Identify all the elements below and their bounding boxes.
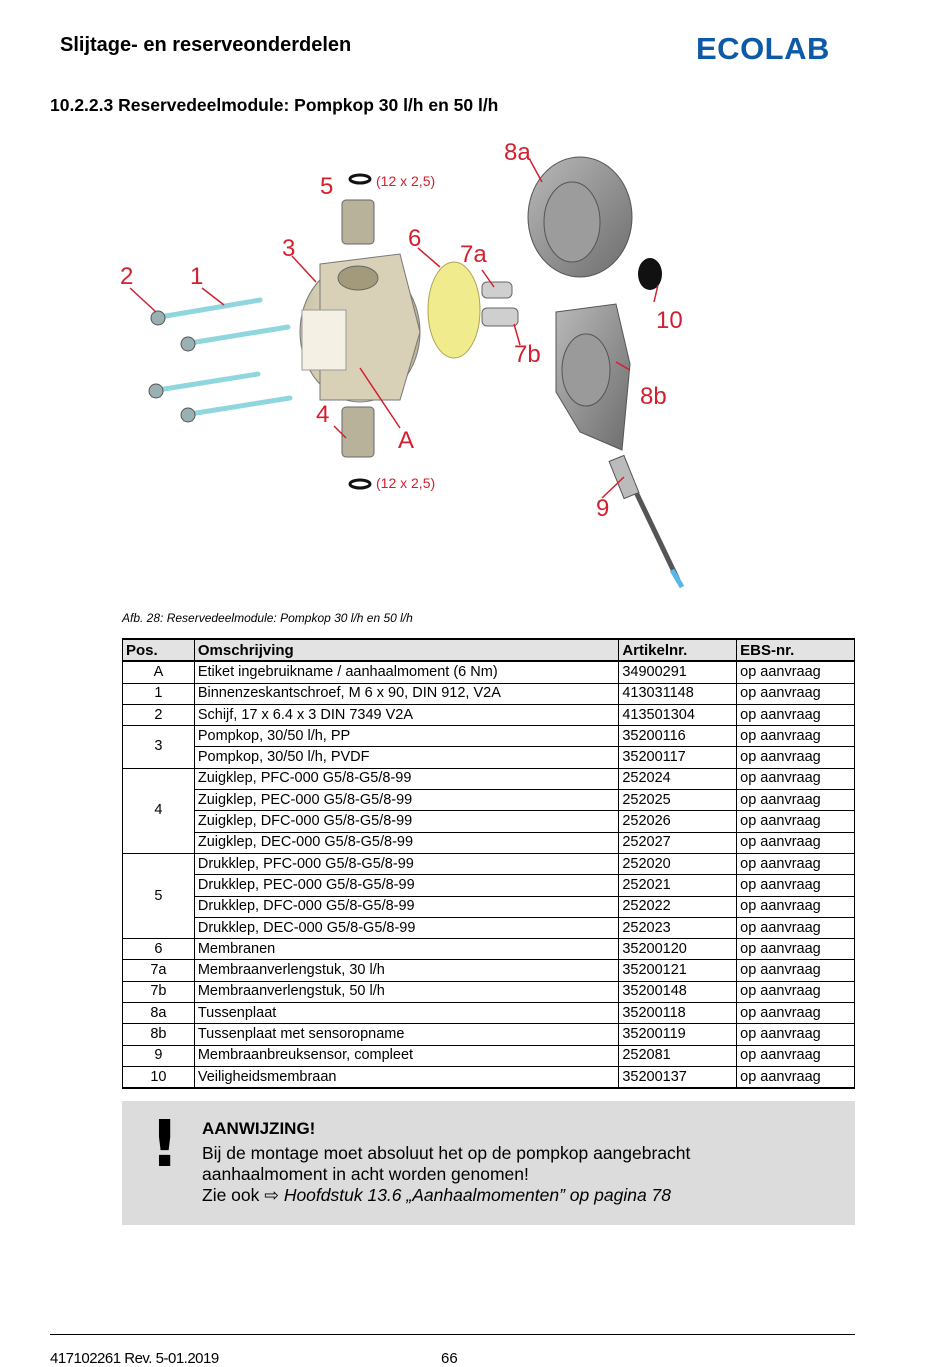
cell-article-number: 252027 <box>619 832 737 853</box>
page-number: 66 <box>441 1350 458 1367</box>
table-row <box>123 917 855 938</box>
cell-description: Zuigklep, PFC-000 G5/8-G5/8-99 <box>194 768 618 789</box>
cell-ebs-number: op aanvraag <box>737 1045 855 1066</box>
footer-divider <box>50 1334 855 1335</box>
cell-article-number: 252022 <box>619 896 737 917</box>
header-article-number: Artikelnr. <box>619 639 737 661</box>
cell-pos: 9 <box>123 1045 195 1066</box>
cell-article-number: 35200120 <box>619 939 737 960</box>
intermediate-plate-icon <box>528 157 632 277</box>
cell-description: Membraanverlengstuk, 30 l/h <box>194 960 618 981</box>
cell-ebs-number: op aanvraag <box>737 683 855 704</box>
table-row <box>123 683 855 704</box>
table-row <box>123 1066 855 1088</box>
cell-description: Tussenplaat met sensoropname <box>194 1024 618 1045</box>
notice-line: aanhaalmoment in acht worden genomen! <box>202 1164 529 1184</box>
figure-label: A <box>398 427 415 454</box>
cell-ebs-number: op aanvraag <box>737 747 855 768</box>
cell-description: Zuigklep, DEC-000 G5/8-G5/8-99 <box>194 832 618 853</box>
cell-pos: 4 <box>123 768 195 853</box>
cell-description: Binnenzeskantschroef, M 6 x 90, DIN 912, V2A <box>194 683 618 704</box>
cell-description: Pompkop, 30/50 l/h, PP <box>194 726 618 747</box>
figure-label: 4 <box>316 401 330 428</box>
cell-description: Zuigklep, PEC-000 G5/8-G5/8-99 <box>194 790 618 811</box>
cell-description: Pompkop, 30/50 l/h, PVDF <box>194 747 618 768</box>
table-row <box>123 747 855 768</box>
membrane-extension-icon <box>482 282 518 326</box>
cell-description: Etiket ingebruikname / aanhaalmoment (6 Nm) <box>194 661 618 683</box>
exclamation-icon: ! <box>150 1108 180 1182</box>
arrow-right-icon: ⇨ <box>264 1185 279 1205</box>
table-row <box>123 981 855 1002</box>
cell-article-number: 413031148 <box>619 683 737 704</box>
cell-ebs-number: op aanvraag <box>737 960 855 981</box>
cell-description: Drukklep, DFC-000 G5/8-G5/8-99 <box>194 896 618 917</box>
header-pos: Pos. <box>123 639 195 661</box>
notice-ref-prefix: Zie ook <box>202 1185 260 1205</box>
cell-ebs-number: op aanvraag <box>737 661 855 683</box>
figure-caption: Afb. 28: Reservedeelmodule: Pompkop 30 l/h en 50 l/h <box>122 611 413 625</box>
cell-pos: 5 <box>123 853 195 938</box>
cell-ebs-number: op aanvraag <box>737 768 855 789</box>
table-row <box>123 1045 855 1066</box>
header-description: Omschrijving <box>194 639 618 661</box>
chapter-link[interactable]: Hoofdstuk 13.6 „Aanhaalmomenten” op pagina 78 <box>283 1185 672 1205</box>
figure-label: (12 x 2,5) <box>376 475 436 491</box>
table-row <box>123 939 855 960</box>
figure-label: 8b <box>640 383 667 410</box>
cell-ebs-number: op aanvraag <box>737 832 855 853</box>
cell-description: Drukklep, PFC-000 G5/8-G5/8-99 <box>194 853 618 874</box>
cell-description: Drukklep, PEC-000 G5/8-G5/8-99 <box>194 875 618 896</box>
logo-text: ECOLAB <box>696 31 830 64</box>
notice-body <box>202 1143 842 1206</box>
cell-article-number: 35200119 <box>619 1024 737 1045</box>
cell-article-number: 252025 <box>619 790 737 811</box>
membrane-icon <box>428 262 480 358</box>
figure-label: 6 <box>408 225 422 252</box>
cell-ebs-number: op aanvraag <box>737 939 855 960</box>
page-header-title: Slijtage- en reserveonderdelen <box>60 34 352 56</box>
table-row <box>123 768 855 789</box>
header-ebs-number: EBS-nr. <box>737 639 855 661</box>
cell-description: Veiligheidsmembraan <box>194 1066 618 1088</box>
cell-article-number: 35200118 <box>619 1003 737 1024</box>
table-row <box>123 1024 855 1045</box>
notice-reference <box>202 1185 842 1206</box>
cell-article-number: 252023 <box>619 917 737 938</box>
cell-ebs-number: op aanvraag <box>737 1066 855 1088</box>
figure-label: 9 <box>596 495 610 522</box>
cell-article-number: 252021 <box>619 875 737 896</box>
cell-pos: 7b <box>123 981 195 1002</box>
table-header-row <box>123 639 855 661</box>
cell-pos: 8a <box>123 1003 195 1024</box>
figure-label: 2 <box>120 263 134 290</box>
cell-article-number: 35200121 <box>619 960 737 981</box>
figure-label: 7a <box>460 241 487 268</box>
cell-ebs-number: op aanvraag <box>737 981 855 1002</box>
cell-article-number: 413501304 <box>619 704 737 725</box>
figure-label: 3 <box>282 235 296 262</box>
figure-label: 10 <box>656 307 683 334</box>
ecolab-logo <box>696 30 844 64</box>
cell-pos: 3 <box>123 726 195 769</box>
cell-description: Membraanbreuksensor, compleet <box>194 1045 618 1066</box>
figure-label: (12 x 2,5) <box>376 173 436 189</box>
cell-article-number: 35200148 <box>619 981 737 1002</box>
figure-label: 5 <box>320 173 334 200</box>
table-row <box>123 896 855 917</box>
cell-article-number: 252081 <box>619 1045 737 1066</box>
cell-ebs-number: op aanvraag <box>737 896 855 917</box>
table-row <box>123 811 855 832</box>
cell-pos: 6 <box>123 939 195 960</box>
cell-pos: 10 <box>123 1066 195 1088</box>
cell-description: Zuigklep, DFC-000 G5/8-G5/8-99 <box>194 811 618 832</box>
figure-label: 7b <box>514 341 541 368</box>
cell-pos: 8b <box>123 1024 195 1045</box>
cell-pos: A <box>123 661 195 683</box>
figure-label: 8a <box>504 139 531 166</box>
sensor-icon <box>609 455 682 587</box>
cell-description: Membranen <box>194 939 618 960</box>
table-row <box>123 875 855 896</box>
table-row <box>123 1003 855 1024</box>
cell-ebs-number: op aanvraag <box>737 726 855 747</box>
table-row <box>123 832 855 853</box>
cell-ebs-number: op aanvraag <box>737 917 855 938</box>
cell-description: Schijf, 17 x 6.4 x 3 DIN 7349 V2A <box>194 704 618 725</box>
table-row <box>123 960 855 981</box>
notice-line: Bij de montage moet absoluut het op de pompkop aangebracht <box>202 1143 691 1163</box>
table-row <box>123 661 855 683</box>
parts-table <box>122 638 855 1089</box>
cell-article-number: 252020 <box>619 853 737 874</box>
cell-ebs-number: op aanvraag <box>737 1024 855 1045</box>
cell-ebs-number: op aanvraag <box>737 790 855 811</box>
cell-article-number: 35200137 <box>619 1066 737 1088</box>
cell-article-number: 252024 <box>619 768 737 789</box>
cell-article-number: 35200117 <box>619 747 737 768</box>
notice-box <box>122 1101 855 1225</box>
figure-label: 1 <box>190 263 204 290</box>
cell-description: Tussenplaat <box>194 1003 618 1024</box>
table-row <box>123 726 855 747</box>
cell-description: Drukklep, DEC-000 G5/8-G5/8-99 <box>194 917 618 938</box>
section-title: 10.2.2.3 Reservedeelmodule: Pompkop 30 l/h en 50 l/h <box>50 95 499 115</box>
cell-description: Membraanverlengstuk, 50 l/h <box>194 981 618 1002</box>
cell-ebs-number: op aanvraag <box>737 853 855 874</box>
cell-pos: 1 <box>123 683 195 704</box>
cell-ebs-number: op aanvraag <box>737 811 855 832</box>
notice-title: AANWIJZING! <box>202 1119 316 1138</box>
sensor-plate-icon <box>556 304 630 450</box>
table-row <box>123 853 855 874</box>
pump-head-icon <box>300 254 420 402</box>
exploded-view-figure <box>110 132 710 600</box>
table-row <box>123 790 855 811</box>
table-row <box>123 704 855 725</box>
cell-pos: 2 <box>123 704 195 725</box>
cell-ebs-number: op aanvraag <box>737 704 855 725</box>
cell-ebs-number: op aanvraag <box>737 875 855 896</box>
cell-article-number: 34900291 <box>619 661 737 683</box>
footer-document-number: 417102261 Rev. 5-01.2019 <box>50 1350 219 1367</box>
screw-icon <box>158 300 290 414</box>
cell-article-number: 252026 <box>619 811 737 832</box>
cell-ebs-number: op aanvraag <box>737 1003 855 1024</box>
cell-article-number: 35200116 <box>619 726 737 747</box>
cell-pos: 7a <box>123 960 195 981</box>
